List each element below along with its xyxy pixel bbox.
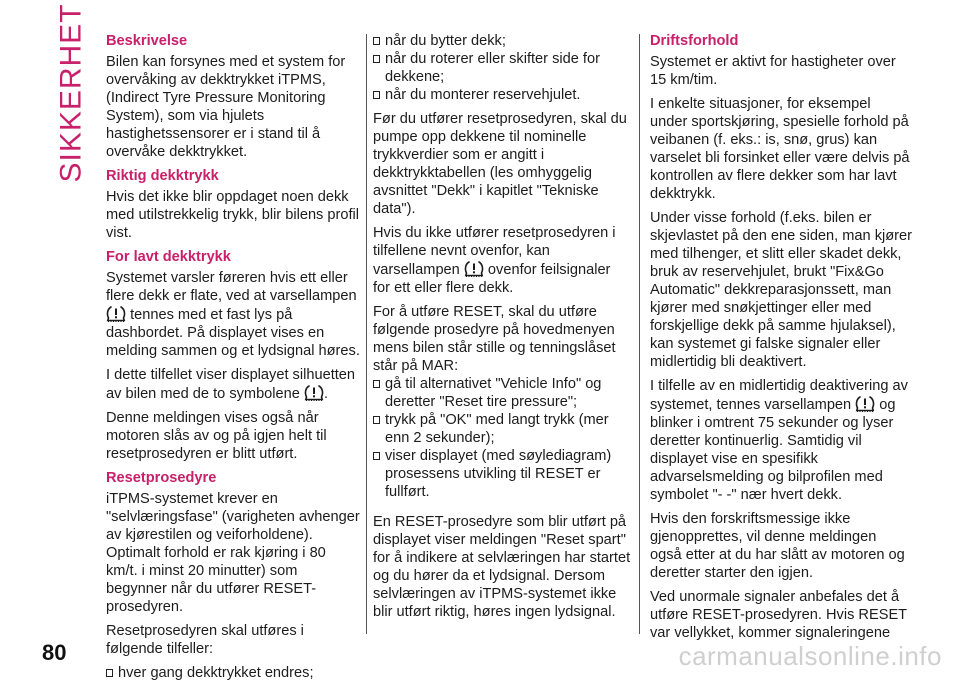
- column-3: [650, 32, 912, 648]
- paragraph: Resetprosedyren skal utføres i følgende tilfeller:: [106, 623, 304, 657]
- heading-driftsforhold: Driftsforhold: [650, 33, 739, 49]
- paragraph: [650, 377, 912, 504]
- paragraph-text: og blinker i omtrent 75 sekunder og lyser deretter kontinuerlig. Samtidig vil displayet vise en spesifikk advarselsmelding og bilprofilen med symbolet "- -" nær hvert dekk.: [650, 397, 896, 503]
- paragraph: I enkelte situasjoner, for eksempel under sportskjøring, spesielle forhold på veibanen (f. eks.: is, snø, grus) kan varselet bli forsinket eller være delvis på kontrollen av flere dekker som har lavt dekktrykk.: [650, 96, 910, 202]
- chapter-title-text: SIKKERHET: [55, 3, 89, 183]
- bullet-item: viser displayet (med søylediagram) prosessens utvikling til RESET er fullført.: [373, 447, 631, 501]
- paragraph-text: ovenfor feilsignaler for ett eller flere dekk.: [373, 262, 611, 296]
- column-1: [106, 32, 360, 682]
- bullet-item: når du bytter dekk;: [373, 32, 631, 50]
- bullet-item: når du roterer eller skifter side for dekkene;: [373, 50, 631, 86]
- paragraph: [106, 366, 360, 403]
- paragraph: iTPMS-systemet krever en "selvlæringsfase" (varigheten avhenger av kjørestilen og veiforholdene). Optimalt forhold er rak kjøring i 80 km/t. i minst 20 minutter) som begynner når du utfører RESET-prosedyren.: [106, 491, 360, 615]
- heading-riktig-dekktrykk: Riktig dekktrykk: [106, 168, 219, 184]
- paragraph: Hvis det ikke blir oppdaget noen dekk med utilstrekkelig trykk, blir bilens profil vist.: [106, 189, 360, 241]
- bullet-item: gå til alternativet "Vehicle Info" og deretter "Reset tire pressure";: [373, 375, 631, 411]
- paragraph: Ved unormale signaler anbefales det å utføre RESET-prosedyren. Hvis RESET var vellykket, kommer signaleringene: [650, 589, 907, 641]
- chapter-title: [52, 3, 92, 183]
- paragraph: En RESET-prosedyre som blir utført på displayet viser meldingen "Reset spart" for å indikere at selvlæringen har startet og du hører da et lydsignal. Dersom selvlæringen av iTPMS-systemet ikke blir utført riktig, høres ingen lydsignal.: [373, 514, 631, 620]
- page-number: 80: [42, 640, 67, 665]
- bullet-item: hver gang dekktrykket endres;: [106, 664, 360, 682]
- heading-beskrivelse: Beskrivelse: [106, 33, 188, 49]
- heading-resetprosedyre: Resetprosedyre: [106, 470, 217, 486]
- tpms-warning-icon: [106, 305, 126, 323]
- paragraph-text: Systemet varsler føreren hvis ett eller flere dekk er flate, ved at varsellampen: [106, 270, 357, 304]
- paragraph: Under visse forhold (f.eks. bilen er skjevlastet på den ene siden, man kjører med tilhenger, et slitt eller skadet dekk, bruk av reservehjulet, brukt "Fix&Go Automatic" dekkreparasjonssett, man kjører med snøkjettinger eller med forskjellige dekk på samme hjulaksel), kan systemet gi falske signaler eller midlertidig bli deaktivert.: [650, 210, 913, 370]
- tpms-warning-icon: [304, 384, 324, 402]
- paragraph-text: I dette tilfellet viser displayet silhuetten av bilen med de to symbolene: [106, 367, 356, 402]
- tpms-warning-icon: [855, 395, 875, 413]
- paragraph: Denne meldingen vises også når motoren slås av og på igjen helt til resetprosedyren er blitt utført.: [106, 410, 327, 462]
- heading-for-lavt-dekktrykk: For lavt dekktrykk: [106, 249, 231, 265]
- paragraph: Hvis den forskriftsmessige ikke gjenopprettes, vil denne meldingen også etter at du har slått av motoren og deretter starter den igjen.: [650, 511, 905, 581]
- paragraph: [373, 224, 631, 297]
- paragraph: For å utføre RESET, skal du utføre følgende prosedyre på hovedmenyen mens bilen står stille og tenningslåset står på MAR:: [373, 304, 616, 374]
- paragraph-text: tennes med et fast lys på dashbordet. På displayet vises en melding sammen og et lydsignal høres.: [106, 307, 360, 359]
- spacer: [373, 501, 631, 513]
- watermark: carmanualsonline.info: [678, 641, 942, 671]
- paragraph-text: I tilfelle av en midlertidig deaktivering av systemet, tennes varsellampen: [650, 378, 908, 413]
- paragraph: Før du utfører resetprosedyren, skal du pumpe opp dekkene til nominelle trykkverdier som er angitt i dekktrykktabellen (les omhyggelig avsnittet "Dekk" i kapitlet "Tekniske data").: [373, 111, 627, 217]
- paragraph-text: .: [323, 386, 329, 402]
- bullet-item: når du monterer reservehjulet.: [373, 86, 631, 104]
- paragraph: Systemet er aktivt for hastigheter over 15 km/tim.: [650, 54, 896, 88]
- bullet-item: trykk på "OK" med langt trykk (mer enn 2 sekunder);: [373, 411, 631, 447]
- tpms-warning-icon: [464, 260, 484, 278]
- paragraph-text: Hvis du ikke utfører resetprosedyren i tilfellene nevnt ovenfor, kan varsellampen: [373, 225, 616, 278]
- column-2: [373, 32, 631, 627]
- paragraph: [106, 269, 360, 360]
- paragraph: Bilen kan forsynes med et system for overvåking av dekktrykket iTPMS, (Indirect Tyre Pressure Monitoring System), som via hjulets hastighetssensorer er i stand til å overvåke dekktrykket.: [106, 54, 346, 160]
- column-divider: [639, 34, 640, 634]
- column-divider: [366, 34, 367, 634]
